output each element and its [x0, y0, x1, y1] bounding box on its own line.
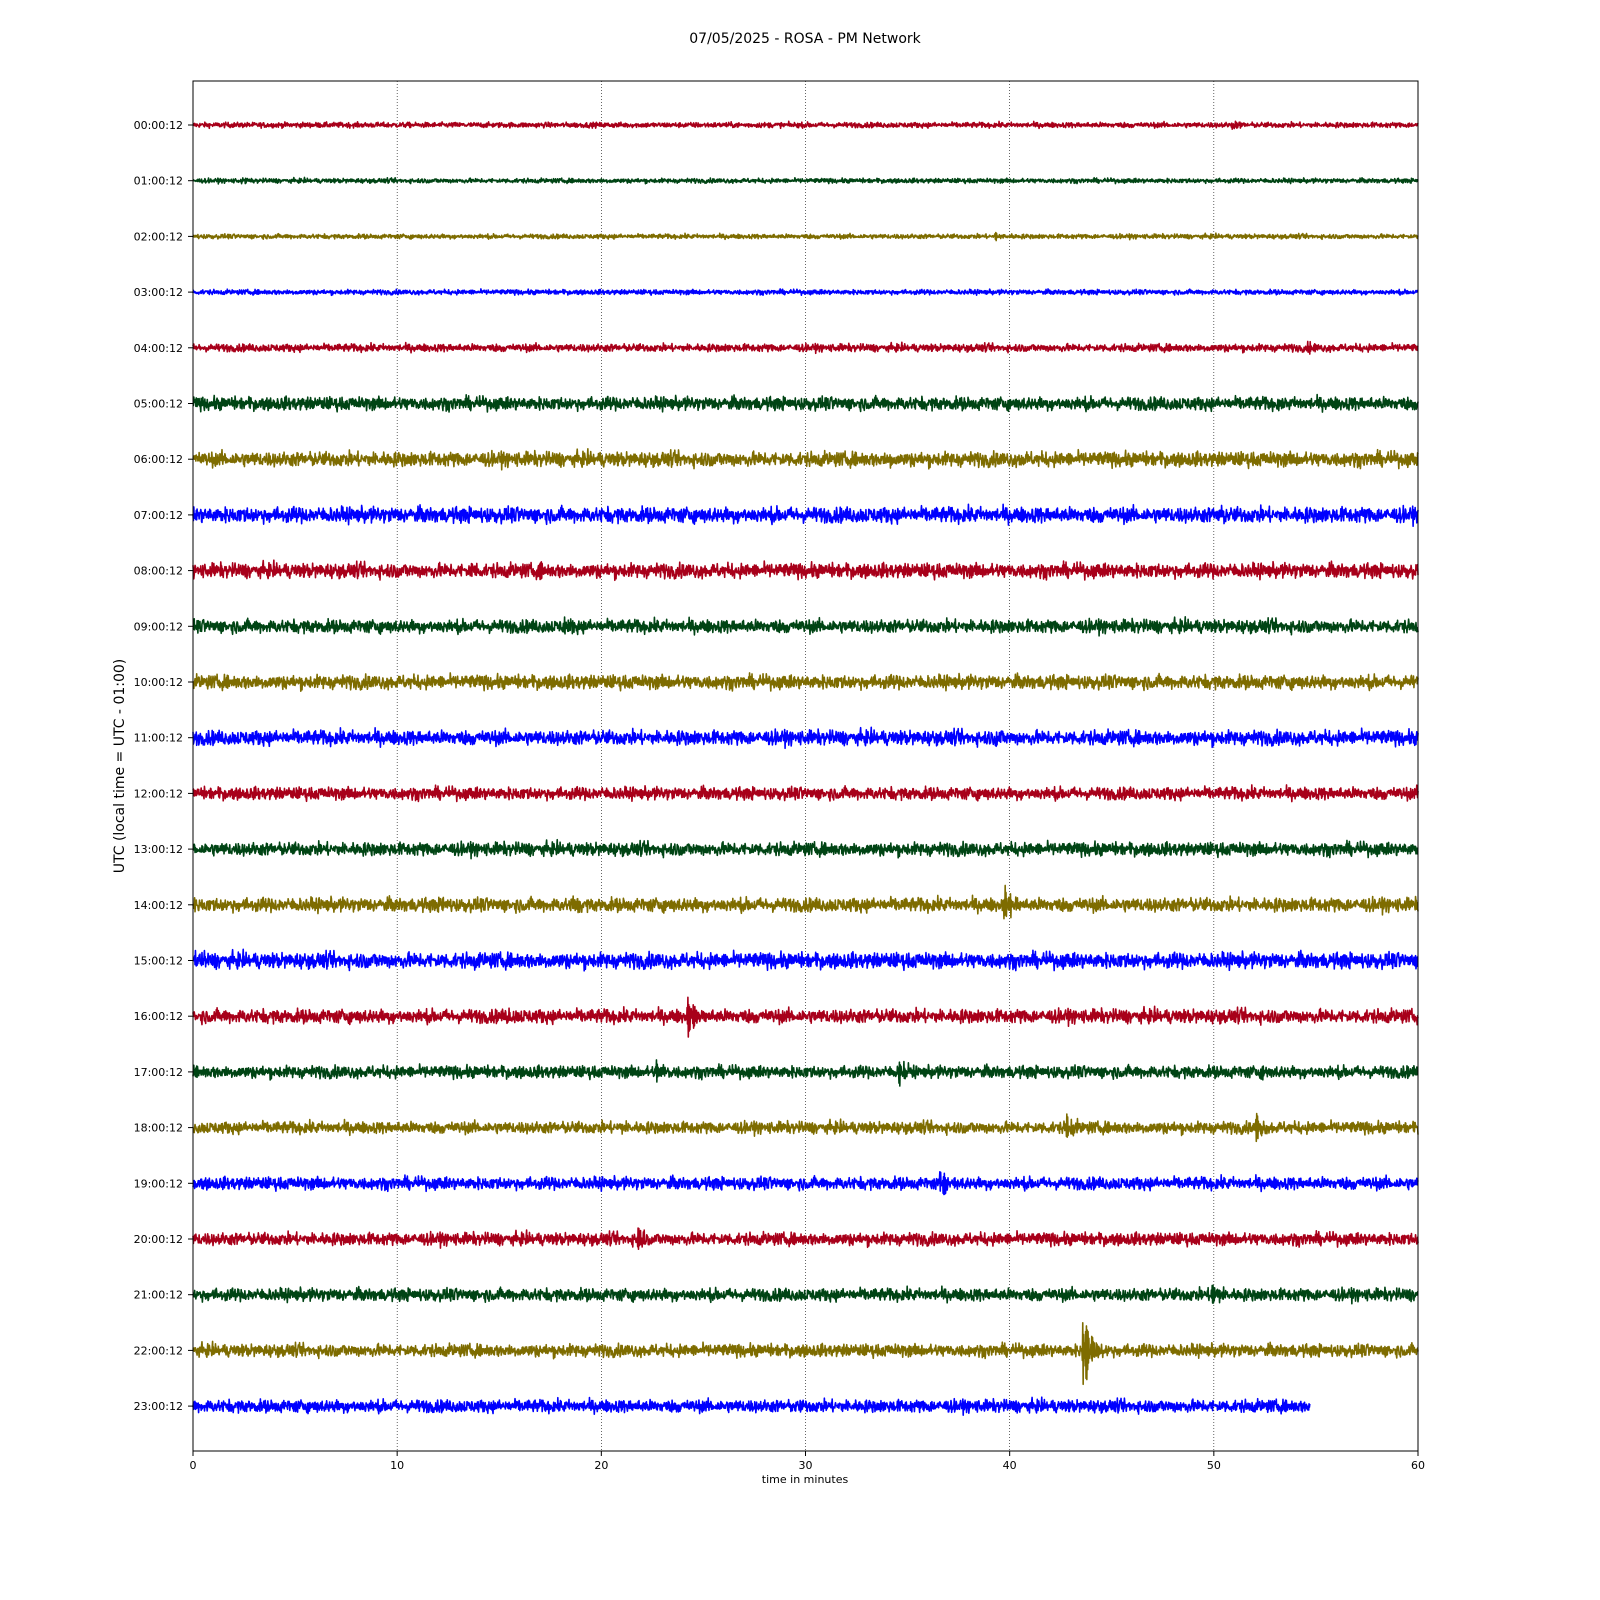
y-tick-label-16: 16:00:12 — [133, 1010, 183, 1024]
y-tick-label-4: 04:00:12 — [133, 341, 183, 355]
trace-row-0 — [193, 121, 1418, 129]
y-tick-label-22: 22:00:12 — [133, 1344, 183, 1358]
trace-row-22 — [193, 1323, 1418, 1385]
trace-row-3 — [193, 289, 1418, 295]
y-tick-label-7: 07:00:12 — [133, 508, 183, 522]
trace-row-20 — [193, 1228, 1418, 1249]
trace-row-1 — [193, 177, 1418, 184]
y-axis-label: UTC (local time = UTC - 01:00) — [112, 658, 128, 874]
trace-row-14 — [193, 885, 1418, 918]
x-tick-label-0: 0 — [189, 1459, 197, 1472]
trace-row-2 — [193, 233, 1418, 241]
y-tick-label-6: 06:00:12 — [133, 453, 183, 467]
trace-row-4 — [193, 341, 1418, 354]
y-tick-label-20: 20:00:12 — [133, 1233, 183, 1246]
trace-row-13 — [193, 840, 1418, 859]
x-tick-label-2: 20 — [594, 1459, 609, 1472]
y-tick-label-8: 08:00:12 — [133, 564, 183, 578]
y-tick-label-10: 10:00:12 — [133, 676, 183, 689]
x-tick-label-3: 30 — [798, 1459, 813, 1472]
x-tick-label-1: 10 — [390, 1459, 405, 1472]
y-tick-label-14: 14:00:12 — [133, 898, 183, 912]
trace-row-5 — [193, 395, 1418, 413]
y-tick-label-3: 03:00:12 — [133, 286, 183, 300]
x-tick-label-4: 40 — [1002, 1459, 1017, 1472]
trace-row-6 — [193, 449, 1418, 470]
y-tick-label-12: 12:00:12 — [133, 787, 183, 801]
y-tick-label-18: 18:00:12 — [133, 1121, 183, 1135]
y-tick-label-17: 17:00:12 — [133, 1065, 183, 1079]
y-tick-label-9: 09:00:12 — [133, 620, 183, 634]
x-axis-ticks — [190, 1451, 1426, 1472]
x-tick-label-6: 60 — [1411, 1459, 1425, 1472]
gridlines — [397, 81, 1214, 1451]
y-axis-ticks — [134, 119, 193, 1413]
trace-row-8 — [193, 560, 1418, 580]
trace-row-16 — [193, 997, 1418, 1037]
y-tick-label-21: 21:00:12 — [133, 1288, 183, 1302]
y-tick-label-23: 23:00:12 — [133, 1400, 183, 1414]
trace-row-21 — [193, 1285, 1418, 1303]
y-tick-label-11: 11:00:12 — [133, 731, 183, 745]
chart-title: 07/05/2025 - ROSA - PM Network — [689, 31, 921, 47]
y-tick-label-19: 19:00:12 — [133, 1177, 183, 1191]
y-tick-label-2: 02:00:12 — [133, 230, 183, 244]
y-tick-label-1: 01:00:12 — [133, 174, 183, 188]
x-axis-label: time in minutes — [761, 1473, 849, 1486]
trace-row-23 — [193, 1397, 1310, 1415]
x-tick-label-5: 50 — [1206, 1459, 1221, 1472]
y-tick-label-13: 13:00:12 — [133, 843, 183, 857]
trace-row-12 — [193, 785, 1418, 802]
trace-row-17 — [193, 1060, 1418, 1086]
y-tick-label-15: 15:00:12 — [133, 954, 183, 968]
y-tick-label-5: 05:00:12 — [133, 397, 183, 411]
trace-row-15 — [193, 949, 1418, 971]
y-tick-label-0: 00:00:12 — [133, 119, 183, 132]
trace-row-11 — [193, 727, 1418, 748]
